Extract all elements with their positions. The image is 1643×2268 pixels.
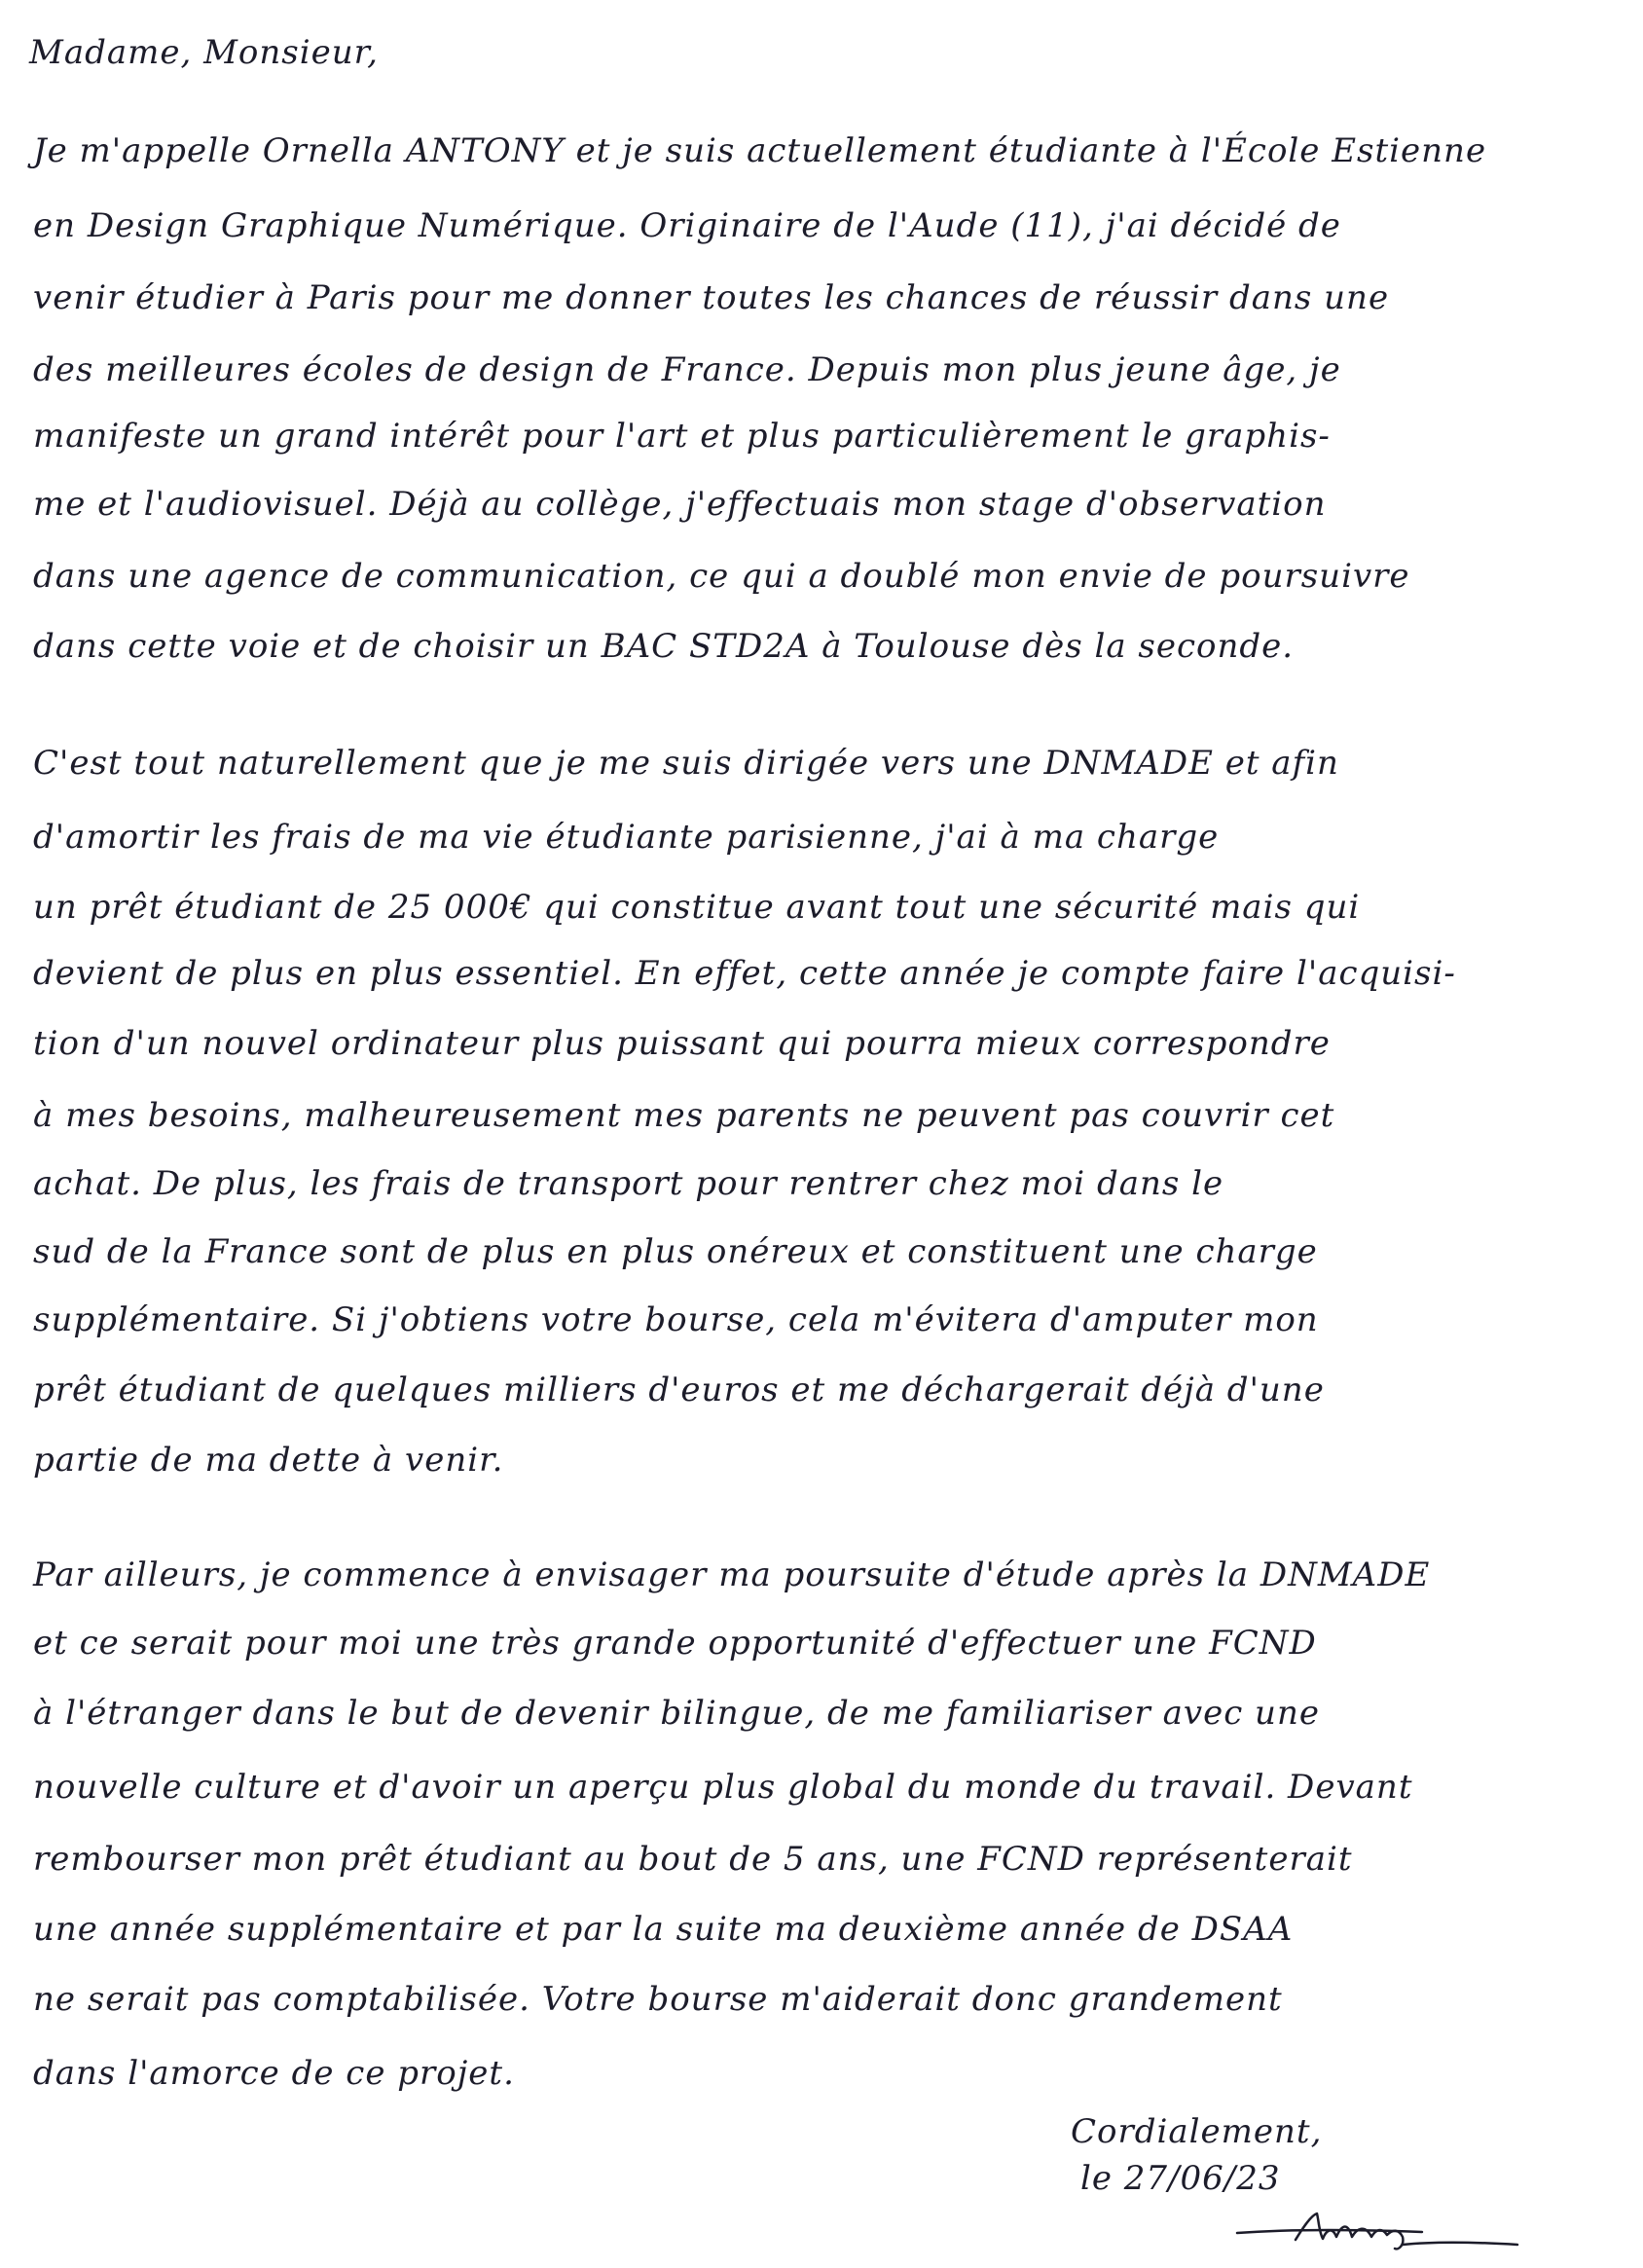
paragraph-line: venir étudier à Paris pour me donner toutes les chances de réussir dans une	[33, 278, 1390, 317]
paragraph-line: dans cette voie et de choisir un BAC STD2A à Toulouse dès la seconde.	[33, 627, 1295, 666]
salutation: Madame, Monsieur,	[29, 33, 379, 72]
paragraph-line: une année supplémentaire et par la suite ma deuxième année de DSAA	[33, 1910, 1294, 1949]
paragraph-line: nouvelle culture et d'avoir un aperçu plus global du monde du travail. Devant	[33, 1768, 1413, 1807]
paragraph-line: des meilleures écoles de design de France. Depuis mon plus jeune âge, je	[33, 350, 1341, 389]
paragraph-line: sud de la France sont de plus en plus onéreux et constituent une charge	[33, 1232, 1318, 1271]
signature	[1231, 2208, 1523, 2265]
closing: Cordialement,	[1071, 2112, 1323, 2151]
paragraph-line: rembourser mon prêt étudiant au bout de 5 ans, une FCND représenterait	[33, 1840, 1353, 1879]
paragraph-line: d'amortir les frais de ma vie étudiante parisienne, j'ai à ma charge	[33, 818, 1220, 857]
paragraph-line: dans une agence de communication, ce qui a doublé mon envie de poursuivre	[33, 557, 1410, 596]
paragraph-line: à l'étranger dans le but de devenir bilingue, de me familiariser avec une	[33, 1694, 1320, 1733]
paragraph-line: Par ailleurs, je commence à envisager ma poursuite d'étude après la DNMADE	[33, 1555, 1431, 1594]
paragraph-line: manifeste un grand intérêt pour l'art et plus particulièrement le graphis-	[33, 417, 1331, 456]
paragraph-line: devient de plus en plus essentiel. En effet, cette année je compte faire l'acquisi-	[33, 954, 1456, 993]
signature-mark	[1231, 2208, 1523, 2256]
paragraph-line: un prêt étudiant de 25 000€ qui constitue avant tout une sécurité mais qui	[33, 888, 1361, 927]
paragraph-line: prêt étudiant de quelques milliers d'euros et me déchargerait déjà d'une	[33, 1371, 1325, 1409]
paragraph-line: C'est tout naturellement que je me suis dirigée vers une DNMADE et afin	[33, 744, 1339, 783]
paragraph-line: supplémentaire. Si j'obtiens votre bourse, cela m'évitera d'amputer mon	[33, 1300, 1319, 1339]
letter-date: le 27/06/23	[1080, 2159, 1281, 2198]
paragraph-line: achat. De plus, les frais de transport pour rentrer chez moi dans le	[33, 1164, 1224, 1203]
paragraph-line: partie de ma dette à venir.	[33, 1441, 504, 1480]
paragraph-line: dans l'amorce de ce projet.	[33, 2054, 515, 2093]
paragraph-line: à mes besoins, malheureusement mes parents ne peuvent pas couvrir cet	[33, 1096, 1335, 1135]
paragraph-line: en Design Graphique Numérique. Originaire de l'Aude (11), j'ai décidé de	[33, 206, 1341, 245]
paragraph-line: Je m'appelle Ornella ANTONY et je suis actuellement étudiante à l'École Estienne	[33, 131, 1487, 170]
paragraph-line: et ce serait pour moi une très grande opportunité d'effectuer une FCND	[33, 1624, 1317, 1663]
paragraph-line: me et l'audiovisuel. Déjà au collège, j'effectuais mon stage d'observation	[33, 485, 1327, 524]
paragraph-line: ne serait pas comptabilisée. Votre bourse m'aiderait donc grandement	[33, 1980, 1283, 2019]
paragraph-line: tion d'un nouvel ordinateur plus puissant qui pourra mieux correspondre	[33, 1024, 1331, 1063]
